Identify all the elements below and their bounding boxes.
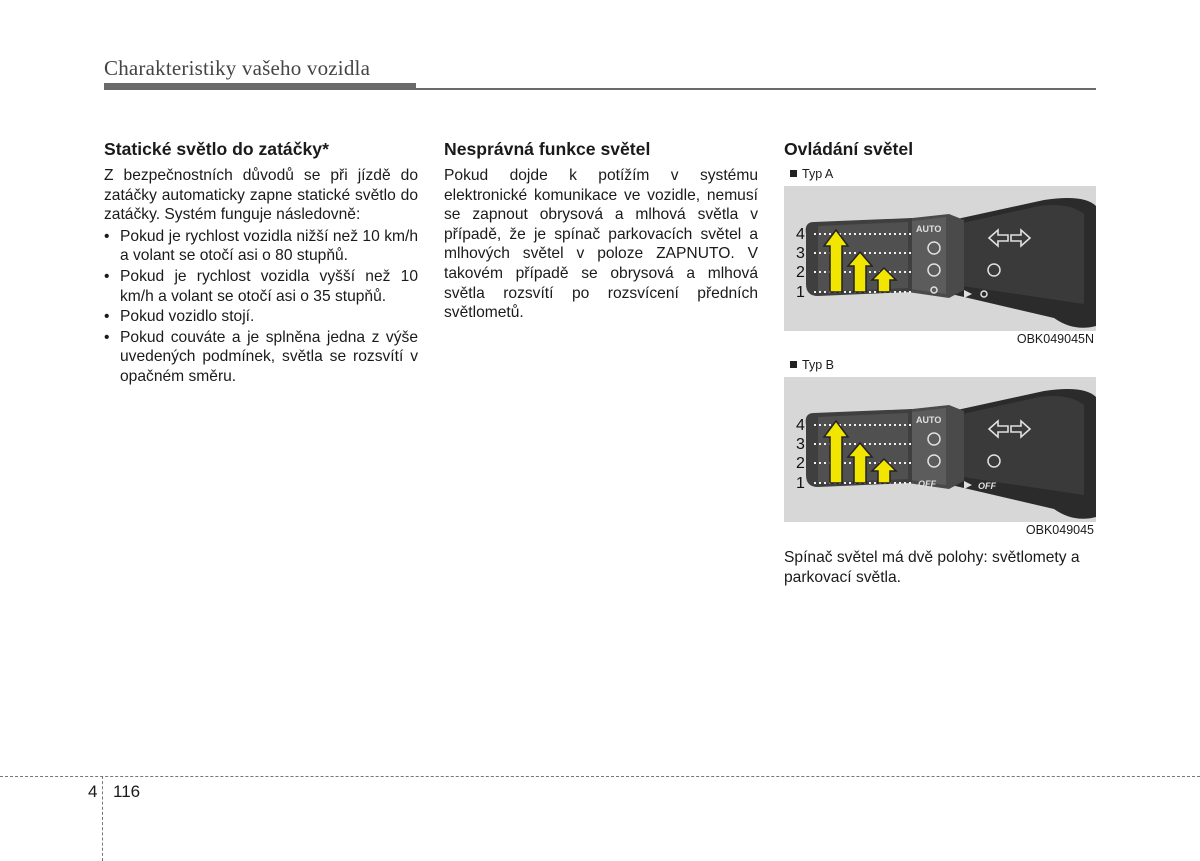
figure-type-a: [784, 166, 1096, 347]
list-item: • Pokud vozidlo stojí.: [104, 307, 418, 327]
position-number-1: 1: [796, 284, 805, 301]
stalk-svg: [784, 377, 1096, 522]
list-item: • Pokud couváte a je splněna jedna z výše uvedených podmínek, světla se rozsvítí v opačném směru.: [104, 328, 418, 387]
position-number-2: 2: [796, 264, 805, 281]
auto-label: AUTO: [916, 224, 942, 234]
figure-caption: Spínač světel má dvě polohy: světlomety a parkovací světla.: [784, 549, 1080, 586]
stalk-svg: [784, 186, 1096, 331]
footer-divider: [0, 776, 1200, 777]
malfunction-paragraph: Pokud dojde k potížím v systému elektronické komunikace ve vozidle, nemusí se zapnout obrysová a mlhová světla v případě, že je spínač parkovacích světel a mlhových světel v poloze ZAPNUTO. V takovém případě se obrysová a mlhová světla rozsvítí po rozsvícení předních světlometů.: [444, 167, 758, 322]
position-number-4: 4: [796, 417, 805, 434]
figure-code: OBK049045: [1025, 523, 1094, 538]
page-number: 116: [113, 782, 141, 801]
position-number-1: 1: [796, 475, 805, 492]
footer-vertical-divider: [102, 776, 103, 861]
auto-label: AUTO: [916, 415, 942, 425]
light-switch-illustration: [784, 377, 1096, 538]
header-rule-thin: [416, 88, 1096, 90]
intro-paragraph: Z bezpečnostních důvodů se při jízdě do zatáčky automaticky zapne statické světlo do zatáčky. Systém funguje následovně:: [104, 167, 418, 224]
column-middle: [444, 138, 758, 323]
section-heading-static-cornering-light: Statické světlo do zatáčky*: [104, 139, 329, 159]
figure-label: Typ A: [802, 167, 834, 181]
list-item: • Pokud je rychlost vozidla nižší než 10 km/h a volant se otočí asi o 80 stupňů.: [104, 227, 418, 266]
page-header-title: Charakteristiky vašeho vozidla: [104, 56, 371, 80]
figure-type-b: [784, 357, 1096, 538]
off-label: OFF: [918, 479, 936, 489]
square-bullet-icon: [790, 361, 797, 368]
figure-code: OBK049045N: [1016, 332, 1094, 347]
fog-off-label: OFF: [978, 481, 996, 491]
light-switch-illustration: [784, 186, 1096, 347]
position-number-4: 4: [796, 226, 805, 243]
position-number-3: 3: [796, 245, 805, 262]
column-right: [784, 138, 1098, 587]
section-heading-light-malfunction: Nesprávná funkce světel: [444, 139, 651, 159]
position-number-2: 2: [796, 455, 805, 472]
position-number-3: 3: [796, 436, 805, 453]
header-rule-thick: [104, 83, 416, 90]
chapter-number: 4: [88, 782, 98, 801]
conditions-list: [104, 227, 418, 387]
figure-label: Typ B: [802, 358, 834, 372]
section-heading-light-control: Ovládání světel: [784, 139, 914, 159]
column-left: [104, 138, 418, 388]
list-item: • Pokud je rychlost vozidla vyšší než 10 km/h a volant se otočí asi o 35 stupňů.: [104, 267, 418, 306]
square-bullet-icon: [790, 170, 797, 177]
